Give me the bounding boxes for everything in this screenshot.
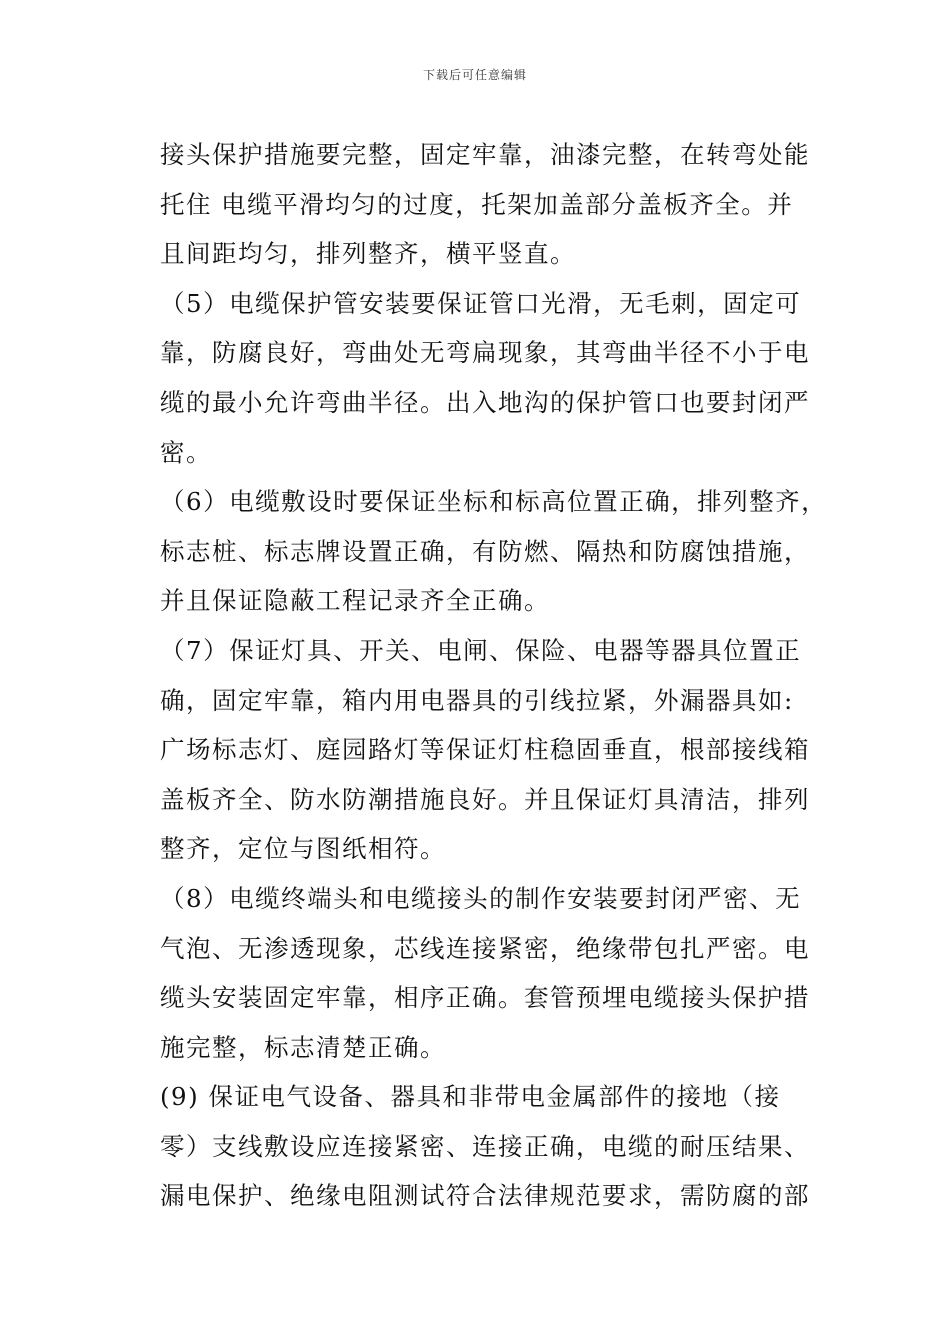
text-line: 整齐，定位与图纸相符。: [160, 834, 446, 864]
text-line: 并且保证隐蔽工程记录齐全正确。: [160, 586, 550, 616]
text-line: 盖板齐全、防水防潮措施良好。并且保证灯具清洁，排列: [160, 784, 810, 814]
text-line: 漏电保护、绝缘电阻测试符合法律规范要求，需防腐的部: [160, 1181, 810, 1211]
text-line: 密。: [160, 437, 212, 467]
text-line: 接头保护措施要完整，固定牢靠，油漆完整，在转弯处能: [160, 140, 810, 169]
text-line: (9) 保证电气设备、器具和非带电金属部件的接地（接: [160, 1082, 781, 1112]
text-line: 靠，防腐良好，弯曲处无弯扁现象，其弯曲半径不小于电: [160, 338, 810, 368]
text-line: 托住 电缆平滑均匀的过度，托架加盖部分盖板齐全。并: [160, 189, 794, 219]
text-line: （6）电缆敷设时要保证坐标和标高位置正确，排列整齐，: [160, 487, 828, 517]
page-header-note: 下载后可任意编辑: [422, 68, 527, 82]
text-line: （8）电缆终端头和电缆接头的制作安装要封闭严密、无: [160, 883, 802, 913]
text-line: （7）保证灯具、开关、电闸、保险、电器等器具位置正: [160, 635, 802, 665]
document-body: [160, 130, 840, 1221]
text-line: 零）支线敷设应连接紧密、连接正确，电缆的耐压结果、: [160, 1131, 810, 1161]
text-line: 广场标志灯、庭园路灯等保证灯柱稳固垂直，根部接线箱: [160, 735, 810, 765]
text-line: 标志桩、标志牌设置正确，有防燃、隔热和防腐蚀措施，: [160, 536, 810, 566]
text-line: （5）电缆保护管安装要保证管口光滑，无毛刺，固定可: [160, 288, 802, 318]
text-line: 施完整，标志清楚正确。: [160, 1032, 446, 1062]
text-line: 确，固定牢靠，箱内用电器具的引线拉紧，外漏器具如:: [160, 685, 794, 715]
text-line: 缆的最小允许弯曲半径。出入地沟的保护管口也要封闭严: [160, 387, 810, 417]
text-line: 气泡、无渗透现象，芯线连接紧密，绝缘带包扎严密。电: [160, 933, 810, 963]
text-line: 且间距均匀，排列整齐，横平竖直。: [160, 239, 576, 269]
text-line: 缆头安装固定牢靠，相序正确。套管预埋电缆接头保护措: [160, 983, 810, 1013]
